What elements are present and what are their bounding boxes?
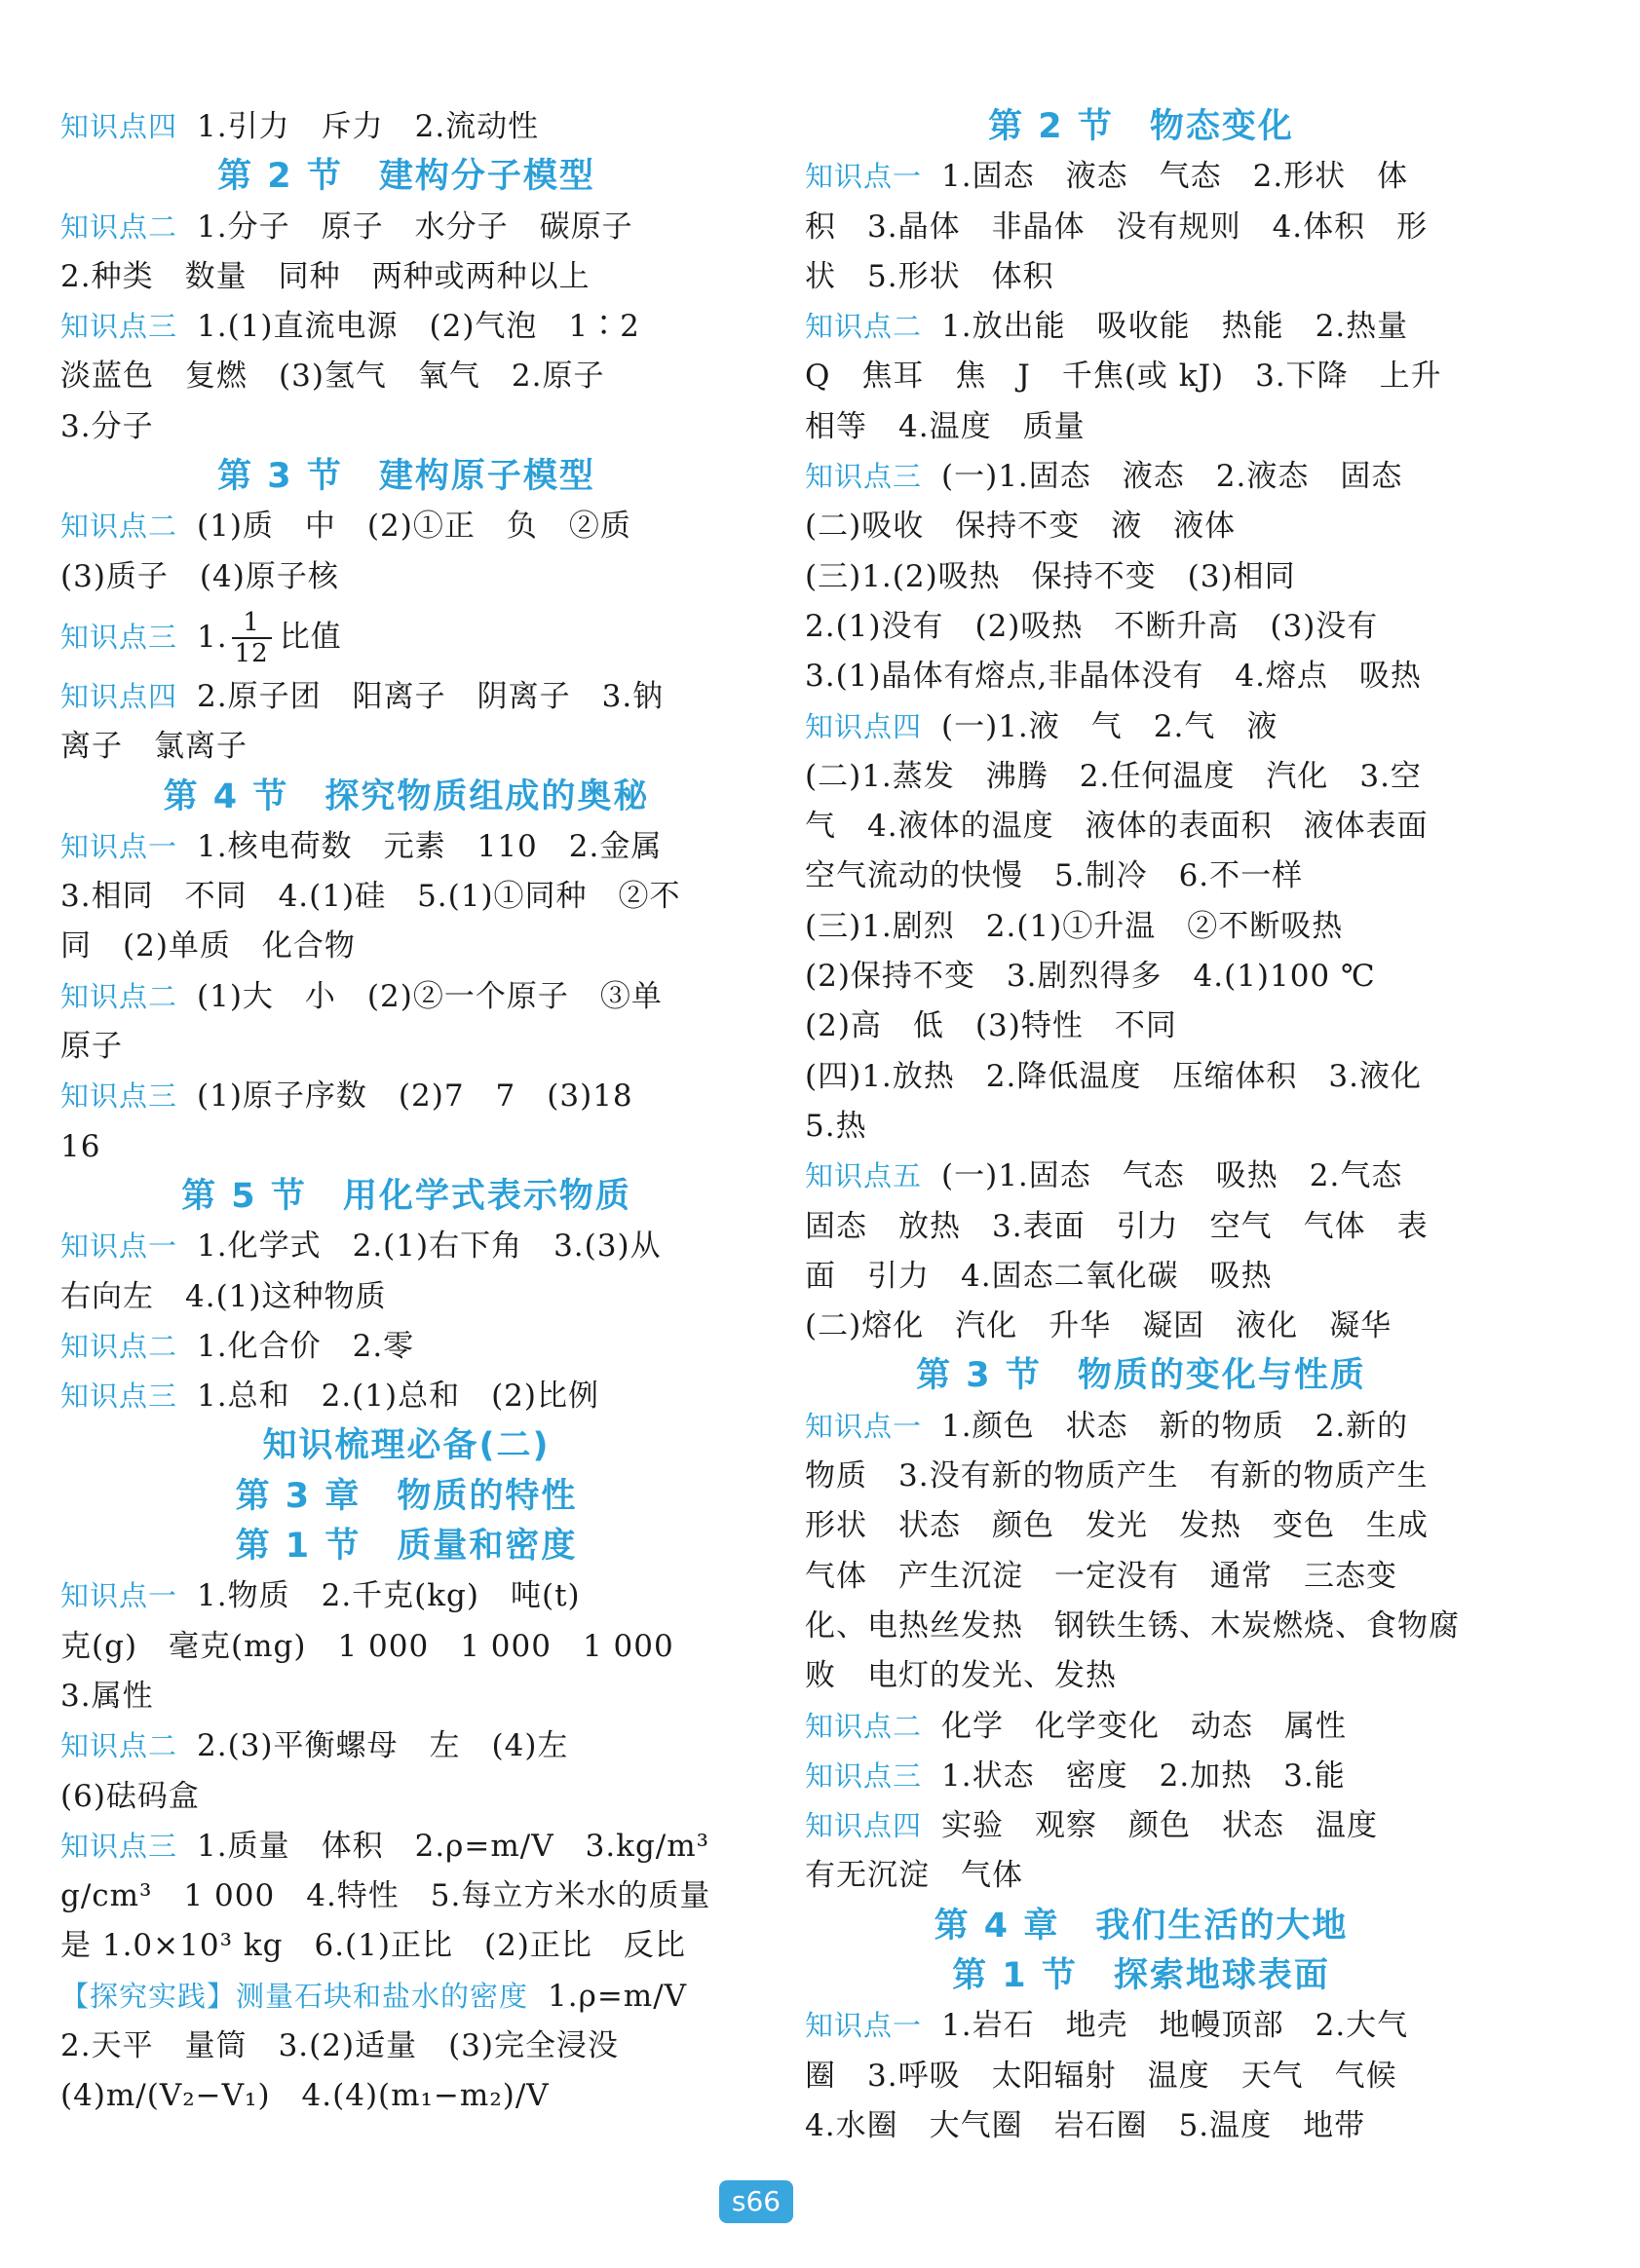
section-heading: 第 4 节 探究物质组成的奥秘 (163, 776, 650, 816)
answer-line (805, 1302, 1477, 1351)
answer-line (60, 922, 752, 971)
answer-line (805, 252, 1477, 302)
answer-line (60, 102, 752, 152)
answer-text: (2)高 低 (3)特性 不同 (805, 1008, 1177, 1044)
answer-text: 克(g) 毫克(mg) 1 000 1 000 1 000 (60, 1628, 674, 1664)
answer-line (60, 1072, 752, 1121)
knowledge-point-label: 知识点三 (60, 310, 178, 344)
answer-text: 1.固态 液态 气态 2.形状 体 (941, 159, 1409, 195)
answer-line (60, 1222, 752, 1271)
answer-line (805, 302, 1477, 352)
answer-text: (一)1.液 气 2.气 液 (941, 708, 1278, 744)
section-heading: 知识梳理必备(二) (262, 1426, 551, 1466)
answer-text: 圈 3.呼吸 太阳辐射 温度 天气 气候 (805, 2058, 1397, 2094)
fraction-denominator: 12 (234, 639, 269, 669)
knowledge-point-label: 知识点四 (805, 1809, 923, 1843)
answer-line (60, 1571, 752, 1621)
fraction (232, 608, 272, 668)
answer-text: 同 (2)单质 化合物 (60, 928, 356, 964)
answer-text: 3.分子 (60, 408, 154, 444)
answer-text: Q 焦耳 焦 J 千焦(或 kJ) 3.下降 上升 (805, 359, 1442, 395)
answer-line (60, 302, 752, 352)
knowledge-point-label: 知识点一 (805, 2009, 923, 2043)
answer-line (805, 1801, 1477, 1851)
answer-line (60, 1822, 752, 1871)
answer-text: 1.分子 原子 水分子 碳原子 (197, 208, 633, 245)
answer-text: 面 引力 4.固态二氧化碳 吸热 (805, 1258, 1273, 1294)
answer-text: 1.质量 体积 2.ρ=m/V 3.kg/m³ (197, 1828, 710, 1864)
answer-text: 3.相同 不同 4.(1)硅 5.(1)①同种 ②不 (60, 879, 681, 915)
answer-line (805, 2101, 1477, 2151)
answer-line (805, 1202, 1477, 1252)
knowledge-point-label: 知识点四 (805, 709, 923, 743)
answer-text: (1)大 小 (2)②一个原子 ③单 (197, 978, 663, 1014)
answer-text: 淡蓝色 复燃 (3)氢气 氧气 2.原子 (60, 359, 605, 395)
answer-text: 有无沉淀 气体 (805, 1858, 1023, 1894)
answer-line (60, 352, 752, 401)
answer-line (60, 2071, 752, 2121)
answer-text: 5.热 (805, 1108, 867, 1144)
answer-line (60, 1272, 752, 1322)
knowledge-point-label: 知识点四 (60, 679, 178, 713)
answer-text: 状 5.形状 体积 (805, 258, 1054, 294)
answer-text: (1)原子序数 (2)7 7 (3)18 (197, 1078, 633, 1115)
answer-text: (一)1.固态 气态 吸热 2.气态 (941, 1158, 1403, 1194)
answer-text: (3)质子 (4)原子核 (60, 558, 339, 594)
answer-line (805, 552, 1477, 602)
fraction-numerator: 1 (232, 608, 272, 639)
answer-text: 1.(1)直流电源 (2)气泡 1∶2 (197, 309, 640, 345)
answer-text: 形状 状态 颜色 发光 发热 变色 生成 (805, 1508, 1429, 1544)
answer-text: 1.总和 2.(1)总和 (2)比例 (197, 1379, 599, 1415)
answer-line (60, 972, 752, 1022)
answer-line (805, 1252, 1477, 1302)
section-heading: 第 2 节 物态变化 (988, 107, 1294, 146)
answer-text: (二)吸收 保持不变 液 液体 (805, 509, 1237, 545)
answer-text: g/cm³ 1 000 4.特性 5.每立方米水的质量 (60, 1878, 711, 1914)
answer-line (805, 452, 1477, 502)
answer-line (60, 1972, 752, 2022)
knowledge-point-label: 知识点三 (60, 1079, 178, 1114)
knowledge-point-label: 知识点三 (805, 1758, 923, 1793)
answer-text: 相等 4.温度 质量 (805, 408, 1086, 444)
answer-line (805, 1851, 1477, 1901)
answer-line (805, 352, 1477, 401)
page-number: s66 (719, 2180, 793, 2223)
answer-line (60, 822, 752, 872)
answer-text: 固态 放热 3.表面 引力 空气 气体 表 (805, 1208, 1429, 1244)
answer-text: 空气流动的快慢 5.制冷 6.不一样 (805, 858, 1304, 894)
answer-text: (二)1.蒸发 沸腾 2.任何温度 汽化 3.空 (805, 758, 1422, 794)
answer-line (60, 1772, 752, 1822)
answer-line (805, 502, 1477, 551)
knowledge-point-label: 知识点二 (805, 1709, 923, 1743)
answer-line (805, 702, 1477, 752)
answer-text: 2.天平 量筒 3.(2)适量 (3)完全浸没 (60, 2027, 619, 2063)
knowledge-point-label: 【探究实践】测量石块和盐水的密度 (60, 1979, 529, 2013)
answer-text: 1.ρ=m/V (548, 1978, 688, 2014)
knowledge-point-label: 知识点二 (60, 1329, 178, 1363)
answer-line (60, 1871, 752, 1921)
knowledge-point-label: 知识点三 (805, 460, 923, 494)
answer-line (805, 1452, 1477, 1501)
answer-text: 实验 观察 颜色 状态 温度 (941, 1808, 1379, 1844)
answer-line (805, 1752, 1477, 1801)
answer-line (60, 722, 752, 772)
answer-line (60, 203, 752, 252)
answer-text: 气 4.液体的温度 液体的表面积 液体表面 (805, 809, 1429, 845)
answer-text: 离子 氯离子 (60, 729, 248, 765)
answer-line (805, 802, 1477, 851)
answer-text: 积 3.晶体 非晶体 没有规则 4.体积 形 (805, 208, 1429, 245)
section-heading: 第 2 节 建构分子模型 (217, 157, 595, 197)
answer-text: 1.核电荷数 元素 110 2.金属 (197, 828, 663, 864)
answer-text: (二)熔化 汽化 升华 凝固 液化 凝华 (805, 1308, 1392, 1344)
answer-line (805, 1702, 1477, 1752)
answer-line (60, 1721, 752, 1771)
answer-line (805, 752, 1477, 802)
knowledge-point-label: 知识点二 (60, 979, 178, 1013)
answer-line (805, 1651, 1477, 1701)
answer-line (60, 1322, 752, 1372)
answer-line (805, 602, 1477, 652)
answer-text: 2.(3)平衡螺母 左 (4)左 (197, 1728, 569, 1764)
answer-line (60, 672, 752, 722)
answer-text: 1.引力 斥力 2.流动性 (197, 109, 540, 144)
answer-line (805, 851, 1477, 901)
answer-text: (四)1.放热 2.降低温度 压缩体积 3.液化 (805, 1058, 1422, 1094)
section-heading: 第 4 章 我们生活的大地 (934, 1906, 1349, 1946)
knowledge-point-label: 知识点二 (60, 209, 178, 244)
answer-line (805, 902, 1477, 952)
answer-line (60, 1921, 752, 1971)
answer-line (60, 602, 752, 672)
answer-line (60, 502, 752, 551)
answer-line (805, 1501, 1477, 1551)
answer-text: 右向左 4.(1)这种物质 (60, 1278, 387, 1314)
section-heading: 第 1 节 探索地球表面 (952, 1955, 1330, 1995)
section-heading: 第 3 节 建构原子模型 (217, 457, 595, 497)
answer-line (805, 152, 1477, 202)
answer-text: 1.放出能 吸收能 热能 2.热量 (941, 309, 1409, 345)
answer-text: 3.(1)晶体有熔点,非晶体没有 4.熔点 吸热 (805, 659, 1422, 695)
knowledge-point-label: 知识点一 (60, 1229, 178, 1264)
answer-text: 是 1.0×10³ kg 6.(1)正比 (2)正比 反比 (60, 1928, 686, 1964)
left-column (60, 102, 752, 2122)
answer-line (805, 2001, 1477, 2051)
answer-text: 1.岩石 地壳 地幔顶部 2.大气 (941, 2008, 1409, 2044)
answer-text: 比值 (279, 619, 342, 655)
answer-line (60, 1372, 752, 1421)
answer-line (805, 2052, 1477, 2101)
answer-text: 3.属性 (60, 1678, 154, 1714)
answer-line (805, 402, 1477, 452)
right-column (805, 102, 1477, 2151)
answer-line (60, 552, 752, 602)
section-heading: 第 5 节 用化学式表示物质 (181, 1176, 631, 1216)
knowledge-point-label: 知识点一 (805, 1409, 923, 1443)
answer-line (60, 1122, 752, 1172)
answer-prefix: 1. (197, 619, 228, 655)
answer-line (805, 1102, 1477, 1152)
knowledge-point-label: 知识点四 (60, 110, 178, 143)
knowledge-point-label: 知识点二 (60, 510, 178, 544)
section-heading: 第 3 章 物质的特性 (235, 1476, 578, 1516)
knowledge-point-label: 知识点三 (60, 1829, 178, 1863)
answer-text: 化学 化学变化 动态 属性 (941, 1708, 1348, 1744)
knowledge-point-label: 知识点三 (60, 1380, 178, 1414)
knowledge-point-label: 知识点一 (60, 1579, 178, 1613)
answer-text: (6)砝码盒 (60, 1778, 200, 1814)
answer-line (60, 1022, 752, 1072)
answer-text: 2.种类 数量 同种 两种或两种以上 (60, 258, 591, 294)
answer-text: 气体 产生沉淀 一定没有 通常 三态变 (805, 1558, 1397, 1594)
answer-text: 败 电灯的发光、发热 (805, 1658, 1117, 1694)
knowledge-point-label: 知识点五 (805, 1159, 923, 1193)
answer-text: 4.水圈 大气圈 岩石圈 5.温度 地带 (805, 2107, 1366, 2143)
knowledge-point-label: 知识点一 (60, 829, 178, 863)
answer-line (805, 1002, 1477, 1051)
answer-line (60, 252, 752, 302)
answer-text: (4)m/(V₂−V₁) 4.(4)(m₁−m₂)/V (60, 2078, 550, 2114)
answer-line (805, 652, 1477, 701)
answer-line (60, 2022, 752, 2071)
answer-text: (三)1.(2)吸热 保持不变 (3)相同 (805, 558, 1296, 594)
answer-line (60, 872, 752, 922)
answer-line (805, 1402, 1477, 1452)
knowledge-point-label: 知识点一 (805, 160, 923, 194)
answer-text: 物质 3.没有新的物质产生 有新的物质产生 (805, 1458, 1429, 1494)
answer-text: 16 (60, 1128, 101, 1164)
answer-text: 原子 (60, 1029, 123, 1065)
section-heading: 第 3 节 物质的变化与性质 (916, 1356, 1366, 1396)
answer-line (805, 1152, 1477, 1201)
answer-text: 1.化学式 2.(1)右下角 3.(3)从 (197, 1228, 662, 1265)
answer-line (60, 402, 752, 452)
answer-line (805, 203, 1477, 252)
answer-text: 2.原子团 阳离子 阴离子 3.钠 (197, 678, 665, 714)
answer-text: 1.物质 2.千克(kg) 吨(t) (197, 1578, 581, 1614)
knowledge-point-label: 知识点二 (60, 1729, 178, 1763)
answer-text: 化、电热丝发热 钢铁生锈、木炭燃烧、食物腐 (805, 1607, 1460, 1644)
answer-line (60, 1622, 752, 1672)
answer-line (60, 1672, 752, 1721)
answer-text: (1)质 中 (2)①正 负 ②质 (197, 509, 631, 545)
answer-line (805, 1552, 1477, 1602)
answer-text: 1.状态 密度 2.加热 3.能 (941, 1758, 1346, 1794)
answer-text: 2.(1)没有 (2)吸热 不断升高 (3)没有 (805, 608, 1379, 644)
answer-text: 1.化合价 2.零 (197, 1328, 415, 1364)
answer-text: 1.颜色 状态 新的物质 2.新的 (941, 1408, 1409, 1444)
answer-text: (2)保持不变 3.剧烈得多 4.(1)100 ℃ (805, 959, 1376, 995)
answer-line (805, 1602, 1477, 1651)
answer-line (805, 952, 1477, 1002)
answer-text: (三)1.剧烈 2.(1)①升温 ②不断吸热 (805, 908, 1344, 944)
answer-text: (一)1.固态 液态 2.液态 固态 (941, 459, 1403, 495)
knowledge-point-label: 知识点三 (60, 620, 178, 654)
knowledge-point-label: 知识点二 (805, 310, 923, 344)
section-heading: 第 1 节 质量和密度 (235, 1527, 578, 1567)
answer-line (805, 1052, 1477, 1102)
